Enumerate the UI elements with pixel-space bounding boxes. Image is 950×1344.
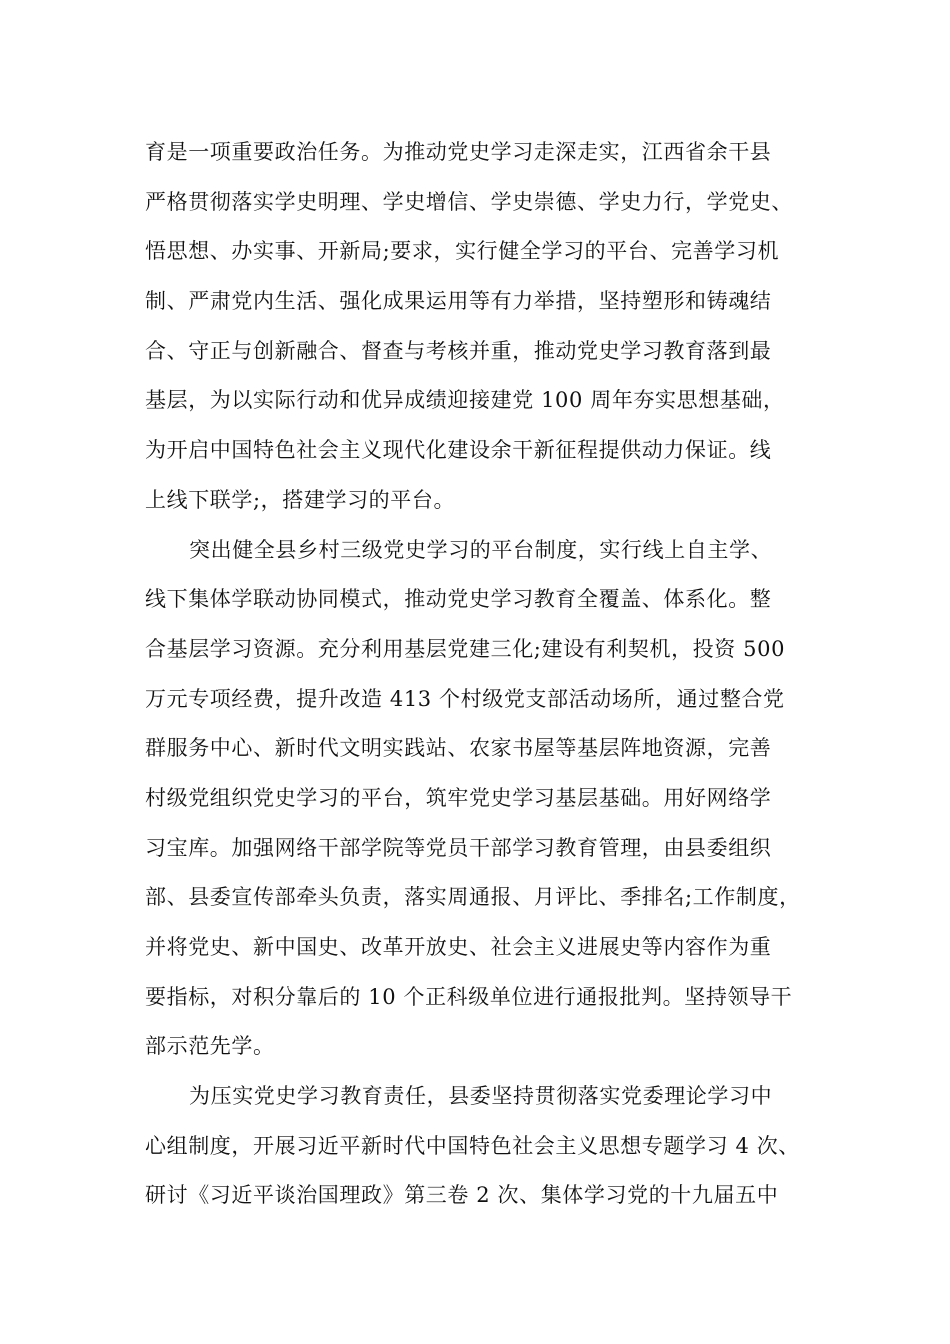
text-line: 悟思想、办实事、开新局;要求，实行健全学习的平台、完善学习机 xyxy=(145,239,780,264)
text-line: 突出健全县乡村三级党史学习的平台制度，实行线上自主学、 xyxy=(189,537,773,562)
text-line: 万元专项经费，提升改造 413 个村级党支部活动场所，通过整合党 xyxy=(145,686,785,711)
text-line: 制、严肃党内生活、强化成果运用等有力举措，坚持塑形和铸魂结 xyxy=(145,289,772,314)
text-line: 部示范先学。 xyxy=(145,1034,275,1059)
text-line: 严格贯彻落实学史明理、学史增信、学史崇德、学史力行，学党史、 xyxy=(145,189,793,214)
text-line: 研讨《习近平谈治国理政》第三卷 2 次、集体学习党的十九届五中 xyxy=(145,1183,779,1208)
text-line: 村级党组织党史学习的平台，筑牢党史学习基层基础。用好网络学 xyxy=(145,785,772,810)
text-line: 上线下联学;，搭建学习的平台。 xyxy=(145,487,456,512)
document-body xyxy=(145,128,825,1221)
paragraph-1 xyxy=(145,128,825,526)
text-line: 育是一项重要政治任务。为推动党史学习走深走实，江西省余干县 xyxy=(145,140,772,164)
text-line: 群服务中心、新时代文明实践站、农家书屋等基层阵地资源，完善 xyxy=(145,736,772,761)
text-line: 并将党史、新中国史、改革开放史、社会主义进展史等内容作为重 xyxy=(145,935,772,959)
paragraph-3 xyxy=(145,1072,825,1221)
text-line: 线下集体学联动协同模式，推动党史学习教育全覆盖、体系化。整 xyxy=(145,587,772,612)
text-line: 习宝库。加强网络干部学院等党员干部学习教育管理，由县委组织 xyxy=(145,835,772,860)
text-line: 为压实党史学习教育责任，县委坚持贯彻落实党委理论学习中 xyxy=(189,1084,773,1109)
paragraph-2 xyxy=(145,526,825,1073)
text-line: 合基层学习资源。充分利用基层党建三化;建设有利契机，投资 500 xyxy=(145,636,786,661)
text-line: 为开启中国特色社会主义现代化建设余干新征程提供动力保证。线 xyxy=(145,438,772,463)
text-line: 合、守正与创新融合、督查与考核并重，推动党史学习教育落到最 xyxy=(145,338,772,363)
text-line: 心组制度，开展习近平新时代中国特色社会主义思想专题学习 4 次、 xyxy=(145,1133,800,1158)
text-line: 基层，为以实际行动和优异成绩迎接建党 100 周年夯实思想基础， xyxy=(145,388,785,413)
text-line: 要指标，对积分靠后的 10 个正科级单位进行通报批判。坚持领导干 xyxy=(145,984,793,1009)
text-line: 部、县委宣传部牵头负责，落实周通报、月评比、季排名;工作制度， xyxy=(145,885,801,910)
